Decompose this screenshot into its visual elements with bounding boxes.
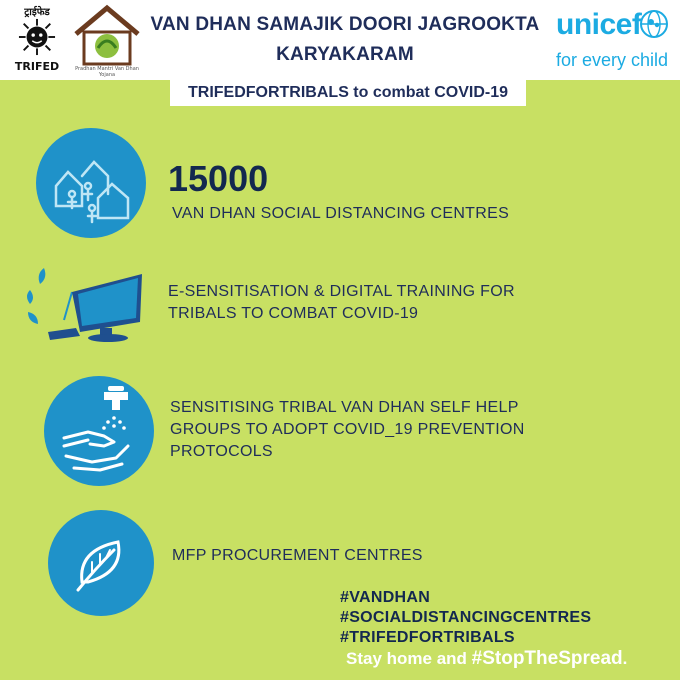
hand-washing-icon (44, 376, 154, 486)
leaf-circle (48, 510, 154, 616)
stay-home-text: Stay home and (346, 649, 472, 668)
pmvdy-caption: Pradhan Mantri Van Dhan Yojana (75, 66, 139, 78)
stat-value: 15000 (168, 158, 269, 199)
computer-plant-icon (24, 266, 156, 346)
unicef-logo (552, 6, 676, 76)
item-4-line-1: MFP PROCUREMENT CENTRES (172, 547, 423, 564)
item-3-line-2: GROUPS TO ADOPT COVID_19 PREVENTION (170, 421, 525, 438)
village-circle (36, 128, 146, 238)
unicef-tagline: for every child (556, 50, 669, 70)
hashtag-list (340, 588, 591, 648)
page-title (150, 10, 540, 70)
hashtag-vandhan: #VANDHAN (340, 589, 431, 606)
campaign-tag: TRIFEDFORTRIBALS to combat COVID-19 (170, 80, 526, 106)
stop-the-spread-hashtag: #StopTheSpread (471, 648, 623, 669)
hashtag-social-distancing: #SOCIALDISTANCINGCENTRES (340, 609, 592, 626)
handwash-circle (44, 376, 154, 486)
item-3-line-3: PROTOCOLS (170, 443, 273, 460)
trifed-logo (8, 4, 66, 76)
item-3-line-1: SENSITISING TRIBAL VAN DHAN SELF HELP (170, 399, 519, 416)
item-2-line-2: TRIBALS TO COMBAT COVID-19 (168, 305, 419, 322)
pmvdy-logo (72, 4, 142, 76)
trifed-hindi-label: ट्राईफेड (24, 7, 50, 18)
item-1-description (172, 203, 509, 225)
item-2-description (168, 281, 515, 325)
item-3-description (170, 397, 525, 463)
item-2-line-1: E-SENSITISATION & DIGITAL TRAINING FOR (168, 283, 515, 300)
unicef-wordmark: unicef (556, 8, 642, 41)
title-line-1: VAN DHAN SAMAJIK DOORI JAGROOKTA (150, 14, 540, 35)
stay-home-period: . (622, 649, 628, 668)
trifed-label: TRIFED (14, 60, 60, 73)
title-line-2: KARYAKARAM (276, 44, 414, 65)
village-houses-icon (36, 128, 146, 238)
stay-home-message (346, 648, 627, 670)
unicef-globe-icon (638, 8, 670, 40)
hashtag-trifedfortribals: #TRIFEDFORTRIBALS (340, 629, 515, 646)
header-bar (0, 0, 680, 80)
item-4-description (172, 545, 423, 567)
item-1-line-1: VAN DHAN SOCIAL DISTANCING CENTRES (172, 205, 510, 222)
sun-emblem-icon (18, 18, 56, 56)
leaf-icon (48, 510, 154, 616)
pmvdy-house-icon (72, 4, 142, 66)
